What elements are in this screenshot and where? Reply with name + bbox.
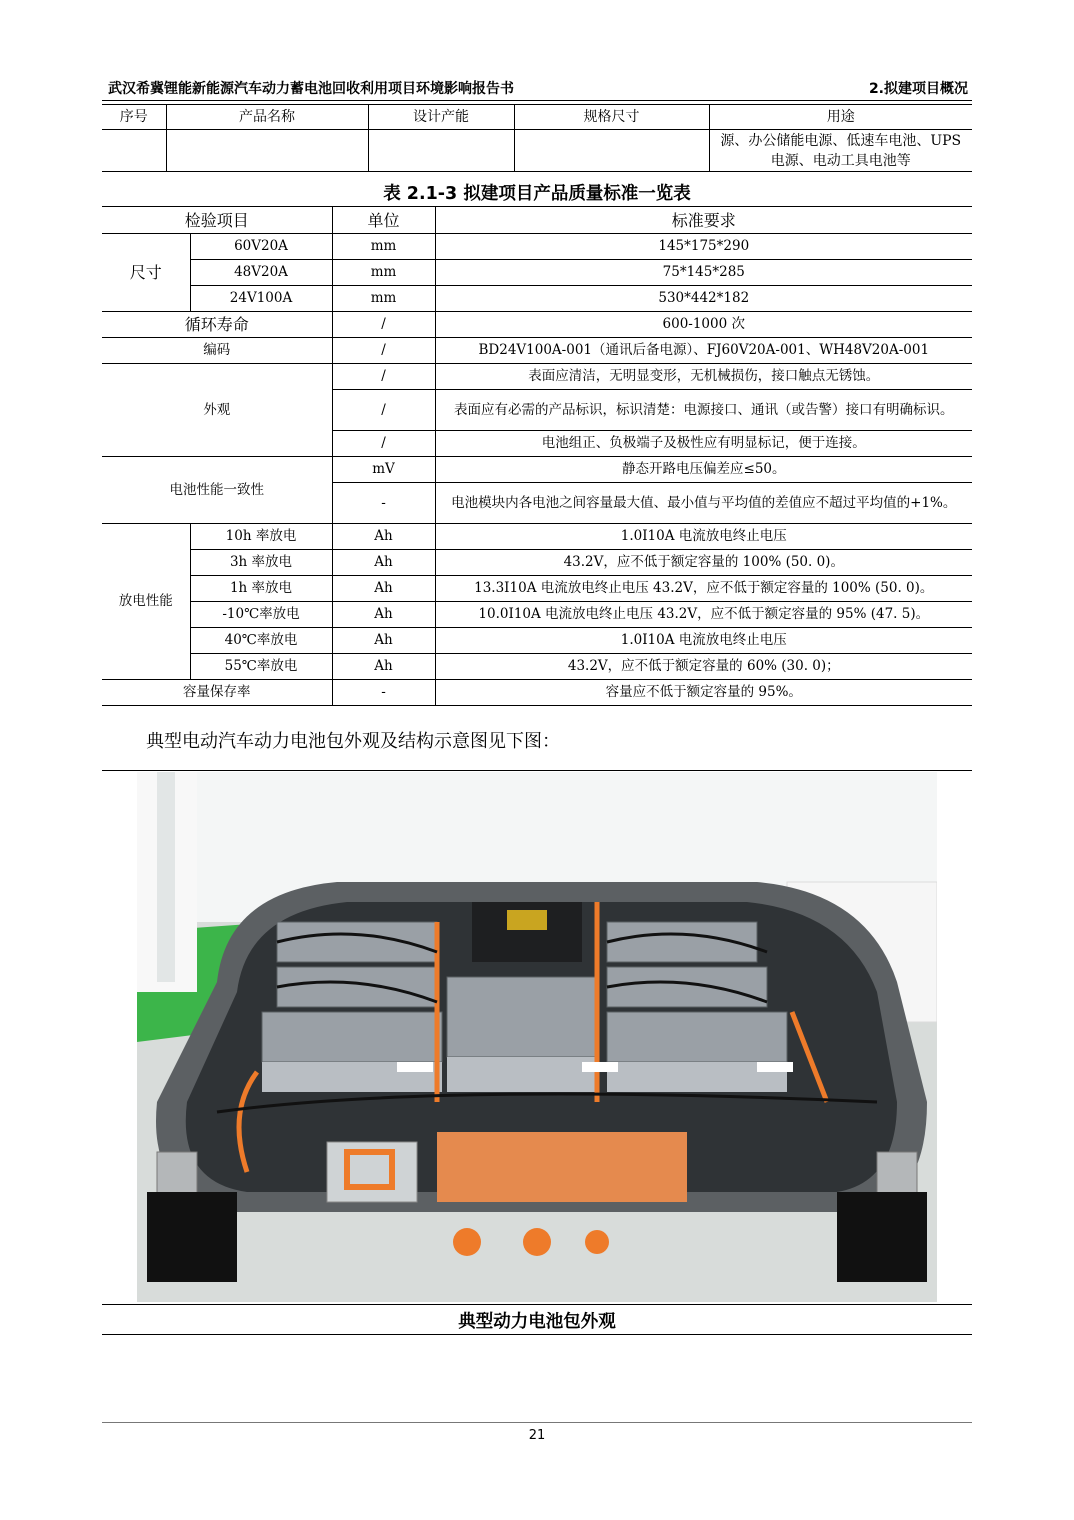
col-header: 标准要求	[435, 207, 972, 234]
table-cell: 55℃率放电	[190, 654, 332, 680]
battery-pack-photo	[137, 772, 937, 1302]
table-cell: 43.2V，应不低于额定容量的 100% (50. 0)。	[435, 550, 972, 576]
table-cell: 43.2V，应不低于额定容量的 60% (30. 0)；	[435, 654, 972, 680]
table-cell: 1h 率放电	[190, 576, 332, 602]
table-cell: mm	[332, 234, 435, 260]
figure-end-rule	[102, 1334, 972, 1335]
usage-cell: 源、办公储能电源、低速车电池、UPS 电源、电动工具电池等	[709, 130, 972, 172]
figure-caption: 典型动力电池包外观	[458, 1312, 616, 1332]
table-cell: Ah	[332, 524, 435, 550]
table-cell: Ah	[332, 550, 435, 576]
table-row	[102, 457, 972, 483]
figure-bottom-rule	[102, 1304, 972, 1305]
table-cell: 60V20A	[190, 234, 332, 260]
previous-table-header	[102, 105, 972, 130]
table-row	[102, 338, 972, 364]
table-cell: 电池模块内各电池之间容量最大值、最小值与平均值的差值应不超过平均值的+1%。	[435, 483, 972, 524]
group-label: 放电性能	[102, 524, 190, 680]
quality-standard-table	[102, 206, 972, 706]
table-row	[102, 628, 972, 654]
table-cell: /	[332, 338, 435, 364]
page-header	[102, 78, 972, 101]
table-row	[102, 576, 972, 602]
table-row	[102, 524, 972, 550]
table-cell: 145*175*290	[435, 234, 972, 260]
table-row	[102, 550, 972, 576]
col-header: 单位	[332, 207, 435, 234]
table-cell: BD24V100A-001（通讯后备电源）、FJ60V20A-001、WH48V20A-001	[435, 338, 972, 364]
table-row	[102, 130, 972, 172]
footer-rule	[102, 1422, 972, 1423]
figure-top-rule	[102, 770, 972, 771]
table-row	[102, 680, 972, 706]
table-cell: mm	[332, 286, 435, 312]
table-header	[102, 207, 972, 234]
table-cell: 10h 率放电	[190, 524, 332, 550]
table-cell: -	[332, 483, 435, 524]
col-header: 设计产能	[368, 105, 514, 130]
table-row	[102, 654, 972, 680]
page-number: 21	[528, 1428, 546, 1443]
table-cell	[368, 130, 514, 172]
table-row	[102, 602, 972, 628]
group-label: 容量保存率	[102, 680, 332, 706]
table-row	[102, 260, 972, 286]
col-header: 用途	[709, 105, 972, 130]
table-cell: 静态开路电压偏差应≤50。	[435, 457, 972, 483]
table-cell: Ah	[332, 576, 435, 602]
table-cell: /	[332, 364, 435, 390]
group-label: 电池性能一致性	[102, 457, 332, 524]
group-label: 循环寿命	[102, 312, 332, 338]
section-title: 2.拟建项目概况	[868, 81, 968, 97]
table-cell: 表面应有必需的产品标识，标识清楚：电源接口、通讯（或告警）接口有明确标识。	[435, 390, 972, 431]
table-caption: 表 2.1-3 拟建项目产品质量标准一览表	[383, 184, 691, 204]
table-cell	[102, 130, 166, 172]
table-cell: /	[332, 390, 435, 431]
col-header: 产品名称	[166, 105, 368, 130]
col-header: 规格尺寸	[514, 105, 709, 130]
col-header: 序号	[102, 105, 166, 130]
table-cell	[166, 130, 368, 172]
previous-table	[102, 104, 972, 172]
document-title: 武汉希冀锂能新能源汽车动力蓄电池回收利用项目环境影响报告书	[108, 81, 514, 97]
table-row	[102, 364, 972, 390]
table-cell: -10℃率放电	[190, 602, 332, 628]
table-cell: 10.0I10A 电流放电终止电压 43.2V，应不低于额定容量的 95% (47. 5)。	[435, 602, 972, 628]
table-cell: mm	[332, 260, 435, 286]
table-row	[102, 286, 972, 312]
table-cell: -	[332, 680, 435, 706]
table-row	[102, 312, 972, 338]
table-cell: 75*145*285	[435, 260, 972, 286]
table-cell: mV	[332, 457, 435, 483]
table-cell: 容量应不低于额定容量的 95%。	[435, 680, 972, 706]
table-cell: 24V100A	[190, 286, 332, 312]
table-cell: 13.3I10A 电流放电终止电压 43.2V，应不低于额定容量的 100% (50. 0)。	[435, 576, 972, 602]
table-cell: 表面应清洁，无明显变形，无机械损伤，接口触点无锈蚀。	[435, 364, 972, 390]
group-label: 外观	[102, 364, 332, 457]
table-cell: /	[332, 312, 435, 338]
group-label: 编码	[102, 338, 332, 364]
table-cell: 1.0I10A 电流放电终止电压	[435, 524, 972, 550]
table-cell	[514, 130, 709, 172]
table-cell: /	[332, 431, 435, 457]
table-cell: Ah	[332, 602, 435, 628]
table-cell: 48V20A	[190, 260, 332, 286]
table-row	[102, 234, 972, 260]
table-cell: Ah	[332, 654, 435, 680]
table-cell: 1.0I10A 电流放电终止电压	[435, 628, 972, 654]
table-cell: 3h 率放电	[190, 550, 332, 576]
table-cell: 电池组正、负极端子及极性应有明显标记，便于连接。	[435, 431, 972, 457]
table-cell: Ah	[332, 628, 435, 654]
body-paragraph: 典型电动汽车动力电池包外观及结构示意图见下图：	[146, 731, 560, 752]
table-cell: 530*442*182	[435, 286, 972, 312]
table-cell: 40℃率放电	[190, 628, 332, 654]
group-label: 尺寸	[102, 234, 190, 312]
table-cell: 600-1000 次	[435, 312, 972, 338]
col-header: 检验项目	[102, 207, 332, 234]
